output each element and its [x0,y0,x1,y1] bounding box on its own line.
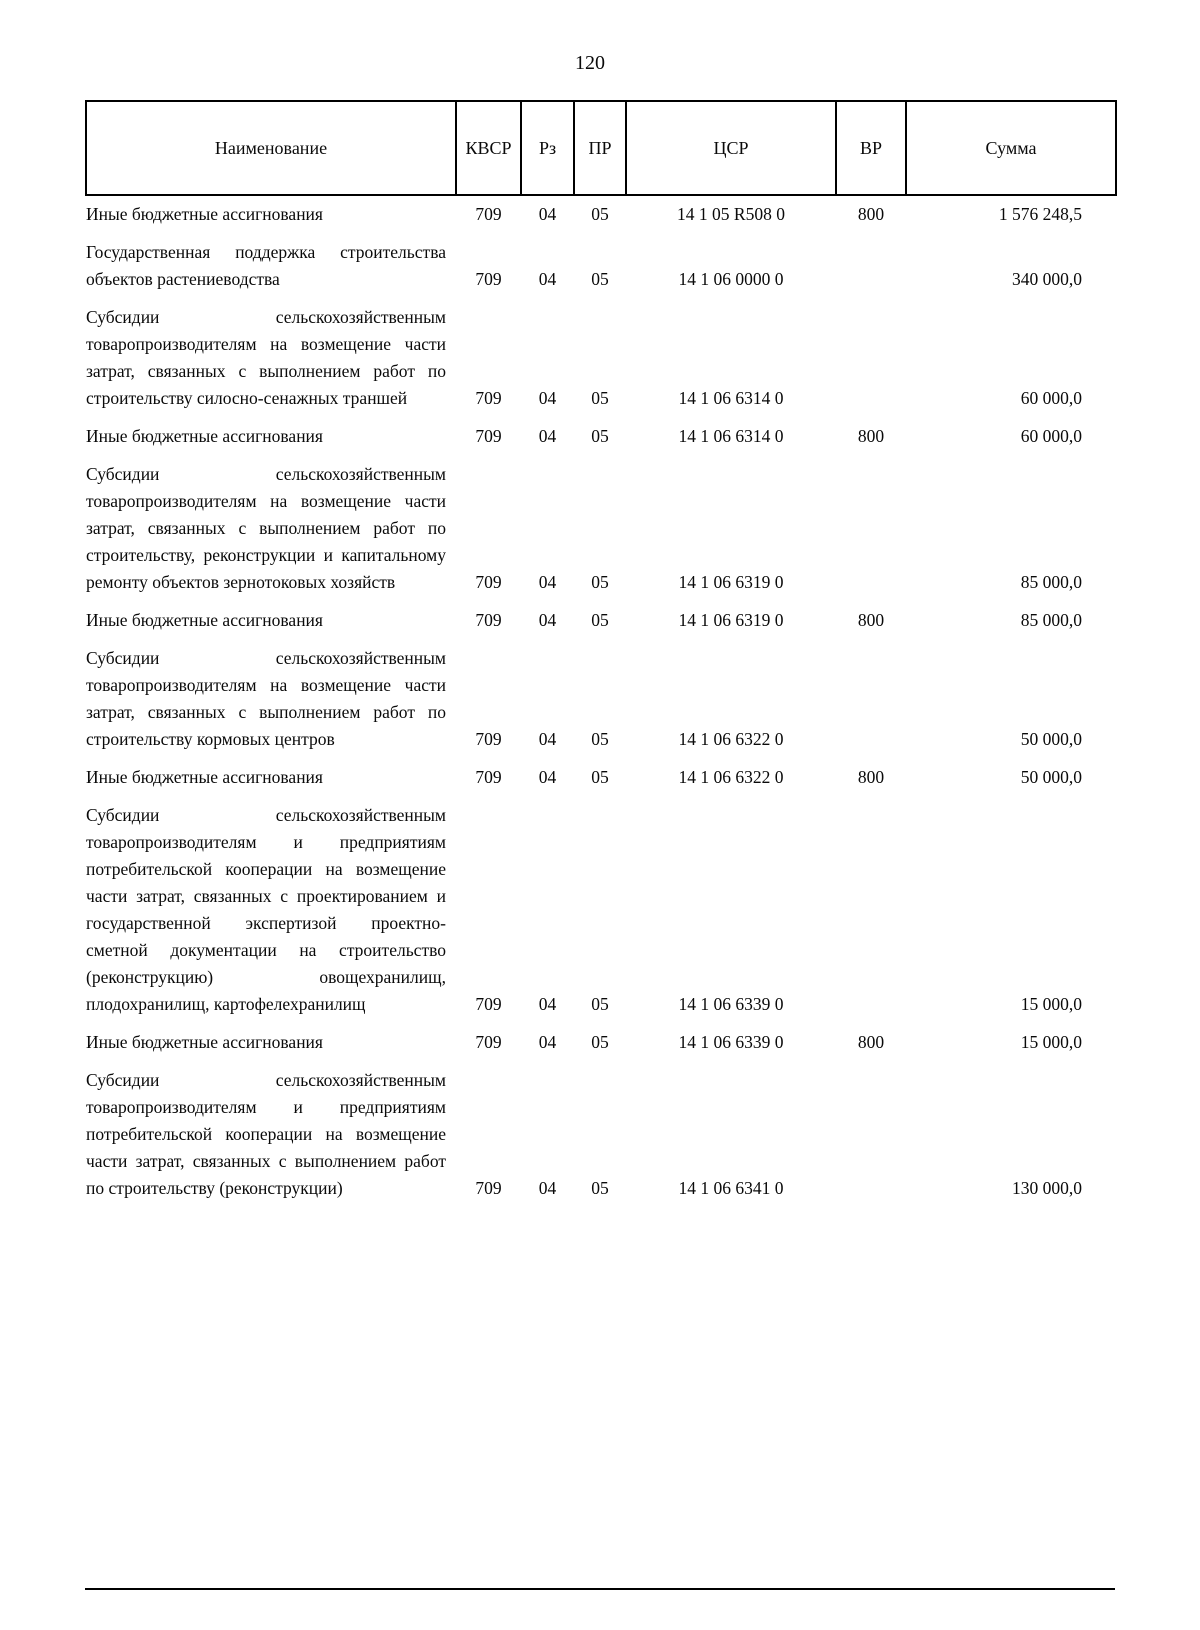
rz-cell: 04 [538,729,557,749]
vr-cell [836,456,906,602]
kvsr-cell: 709 [475,388,502,408]
vr-cell [836,1062,906,1208]
name-cell: Субсидии сельскохозяйственным товаропроизводителям на возмещение части затрат, связанных с выполнением работ по строительству, реконструкции и капитальному ремонту объектов зернотоковых хозяйств [86,464,446,592]
table-row [86,759,1116,797]
col-header-sum: Сумма [906,101,1116,195]
csr-cell: 14 1 05 R508 0 [677,204,785,224]
table-row [86,299,1116,418]
col-header-vr: ВР [836,101,906,195]
pr-cell: 05 [591,610,609,630]
csr-cell: 14 1 06 6314 0 [678,426,784,446]
rz-cell: 04 [538,1178,557,1198]
csr-cell: 14 1 06 6339 0 [678,994,784,1014]
table-row [86,418,1116,456]
vr-cell [836,797,906,1024]
sum-cell: 60 000,0 [1020,426,1082,446]
sum-cell: 50 000,0 [1020,767,1082,787]
kvsr-cell: 709 [475,767,502,787]
sum-cell: 340 000,0 [1012,269,1082,289]
pr-cell: 05 [591,729,609,749]
table-row [86,234,1116,299]
csr-cell: 14 1 06 6339 0 [678,1032,784,1052]
name-cell: Субсидии сельскохозяйственным товаропроизводителям на возмещение части затрат, связанных с выполнением работ по строительству кормовых центров [86,648,446,749]
vr-cell [836,640,906,759]
table-row [86,602,1116,640]
name-cell: Субсидии сельскохозяйственным товаропроизводителям на возмещение части затрат, связанных с выполнением работ по строительству силосно-сенажных траншей [86,307,446,408]
vr-cell [836,234,906,299]
vr-cell: 800 [857,1032,885,1052]
name-cell: Иные бюджетные ассигнования [86,767,323,787]
pr-cell: 05 [591,572,609,592]
col-header-csr: ЦСР [626,101,836,195]
csr-cell: 14 1 06 6314 0 [678,388,784,408]
pr-cell: 05 [591,1032,609,1052]
rz-cell: 04 [538,610,557,630]
name-cell: Иные бюджетные ассигнования [86,610,323,630]
kvsr-cell: 709 [475,1032,502,1052]
vr-cell: 800 [857,426,885,446]
pr-cell: 05 [591,426,609,446]
vr-cell: 800 [857,204,885,224]
csr-cell: 14 1 06 0000 0 [678,269,784,289]
rz-cell: 04 [538,388,557,408]
vr-cell: 800 [857,610,885,630]
col-header-pr: ПР [574,101,626,195]
table-header-row [86,101,1116,195]
pr-cell: 05 [591,994,609,1014]
vr-cell: 800 [857,767,885,787]
col-header-rz: Рз [521,101,574,195]
kvsr-cell: 709 [475,572,502,592]
pr-cell: 05 [591,767,609,787]
kvsr-cell: 709 [475,994,502,1014]
pr-cell: 05 [591,269,609,289]
name-cell: Государственная поддержка строительства объектов растениеводства [86,242,446,289]
pr-cell: 05 [591,1178,609,1198]
sum-cell: 1 576 248,5 [998,204,1082,224]
vr-cell [836,299,906,418]
name-cell: Субсидии сельскохозяйственным товаропроизводителям и предприятиям потребительской кооперации на возмещение части затрат, связанных с проектированием и государственной экспертизой проектно-сметной документации на строительство (реконструкцию) овощехранилищ, плодохранилищ, картофелехранилищ [86,805,446,1014]
csr-cell: 14 1 06 6341 0 [678,1178,784,1198]
table-row [86,640,1116,759]
table-body [86,195,1116,1208]
table-row [86,797,1116,1024]
rz-cell: 04 [538,1032,557,1052]
kvsr-cell: 709 [475,610,502,630]
table-header [86,101,1116,195]
csr-cell: 14 1 06 6319 0 [678,610,784,630]
budget-table [85,100,1117,1208]
pr-cell: 05 [591,388,609,408]
csr-cell: 14 1 06 6322 0 [678,767,784,787]
rz-cell: 04 [538,269,557,289]
sum-cell: 130 000,0 [1012,1178,1082,1198]
kvsr-cell: 709 [475,729,502,749]
table-row [86,195,1116,234]
sum-cell: 85 000,0 [1020,572,1082,592]
rz-cell: 04 [538,204,557,224]
pr-cell: 05 [591,204,609,224]
table-row [86,1062,1116,1208]
page-number: 120 [575,52,605,74]
kvsr-cell: 709 [475,204,502,224]
name-cell: Иные бюджетные ассигнования [86,204,323,224]
table-bottom-rule [85,1588,1115,1590]
sum-cell: 60 000,0 [1020,388,1082,408]
sum-cell: 50 000,0 [1020,729,1082,749]
kvsr-cell: 709 [475,426,502,446]
name-cell: Иные бюджетные ассигнования [86,426,323,446]
sum-cell: 15 000,0 [1020,1032,1082,1052]
name-cell: Иные бюджетные ассигнования [86,1032,323,1052]
csr-cell: 14 1 06 6322 0 [678,729,784,749]
rz-cell: 04 [538,767,557,787]
kvsr-cell: 709 [475,269,502,289]
kvsr-cell: 709 [475,1178,502,1198]
col-header-kvsr: КВСР [456,101,521,195]
rz-cell: 04 [538,994,557,1014]
table-row [86,1024,1116,1062]
sum-cell: 15 000,0 [1020,994,1082,1014]
rz-cell: 04 [538,426,557,446]
rz-cell: 04 [538,572,557,592]
csr-cell: 14 1 06 6319 0 [678,572,784,592]
col-header-name: Наименование [86,101,456,195]
sum-cell: 85 000,0 [1020,610,1082,630]
name-cell: Субсидии сельскохозяйственным товаропроизводителям и предприятиям потребительской кооперации на возмещение части затрат, связанных с выполнением работ по строительству (реконструкции) [86,1070,446,1198]
table-row [86,456,1116,602]
